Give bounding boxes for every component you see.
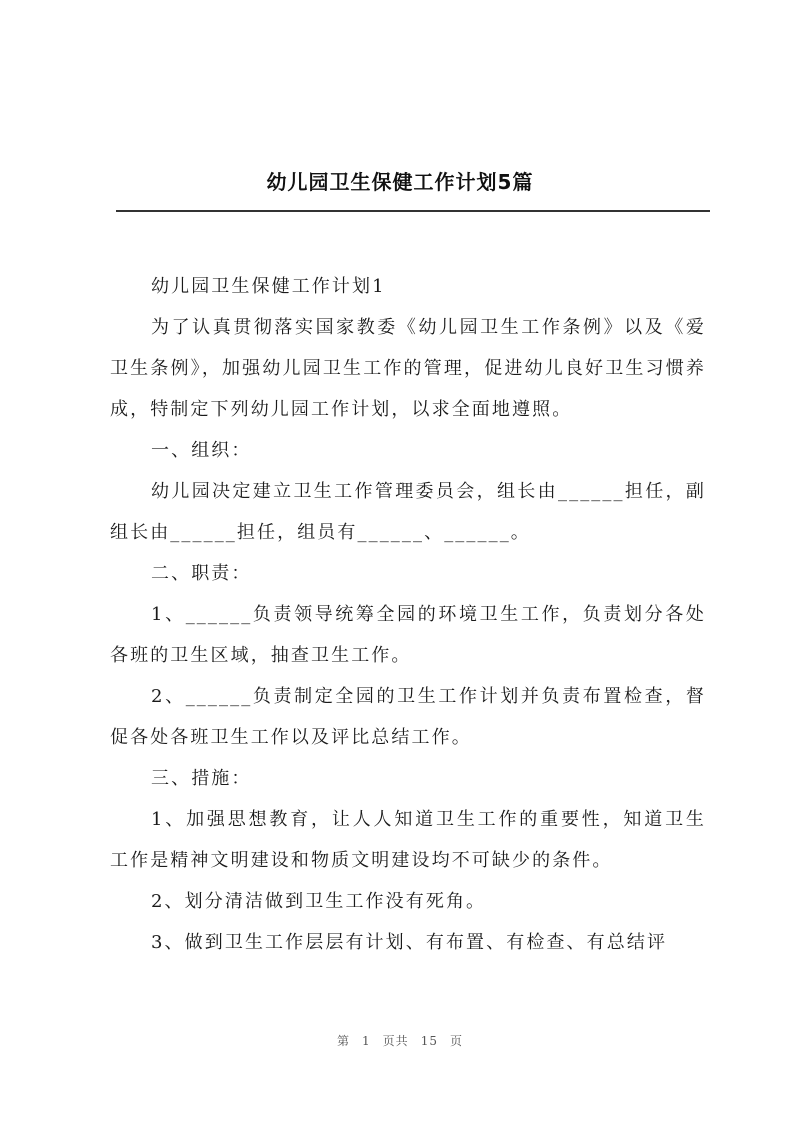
paragraph-organization: 幼儿园决定建立卫生工作管理委员会，组长由______担任，副组长由______担任，组员有______、______。 bbox=[110, 481, 706, 543]
paragraph-intro: 为了认真贯彻落实国家教委《幼儿园卫生工作条例》以及《爱卫生条例》，加强幼儿园卫生工作的管理，促进幼儿良好卫生习惯养成，特制定下列幼儿园工作计划，以求全面地遵照。 bbox=[110, 317, 706, 420]
footer-page-label: 第 bbox=[337, 1034, 351, 1048]
paragraph-measure-1: 1、加强思想教育，让人人知道卫生工作的重要性，知道卫生工作是精神文明建设和物质文明建设均不可缺少的条件。 bbox=[110, 809, 706, 871]
paragraph-measure-2: 2、划分清洁做到卫生工作没有死角。 bbox=[151, 891, 487, 912]
footer-pages-suffix: 页 bbox=[449, 1034, 463, 1048]
paragraph-duty-1: 1、______负责领导统筹全园的环境卫生工作，负责划分各处各班的卫生区域，抽查卫生工作。 bbox=[110, 604, 706, 666]
paragraph-subtitle: 幼儿园卫生保健工作计划1 bbox=[151, 276, 386, 297]
footer-total-pages: 15 bbox=[420, 1034, 438, 1048]
document-body bbox=[110, 266, 706, 963]
section-heading-measures: 三、措施： bbox=[151, 768, 252, 789]
footer-page-number: 1 bbox=[362, 1034, 371, 1048]
document-title: 幼儿园卫生保健工作计划5篇 bbox=[266, 170, 534, 194]
paragraph-duty-2: 2、______负责制定全园的卫生工作计划并负责布置检查，督促各处各班卫生工作以及评比总结工作。 bbox=[110, 686, 706, 748]
paragraph-measure-3: 3、做到卫生工作层层有计划、有布置、有检查、有总结评 bbox=[151, 932, 668, 953]
section-heading-duties: 二、职责： bbox=[151, 563, 252, 584]
footer-of-label: 页共 bbox=[382, 1034, 409, 1048]
section-heading-organization: 一、组织： bbox=[151, 440, 252, 461]
page-footer bbox=[0, 1032, 800, 1049]
title-divider bbox=[116, 210, 710, 212]
